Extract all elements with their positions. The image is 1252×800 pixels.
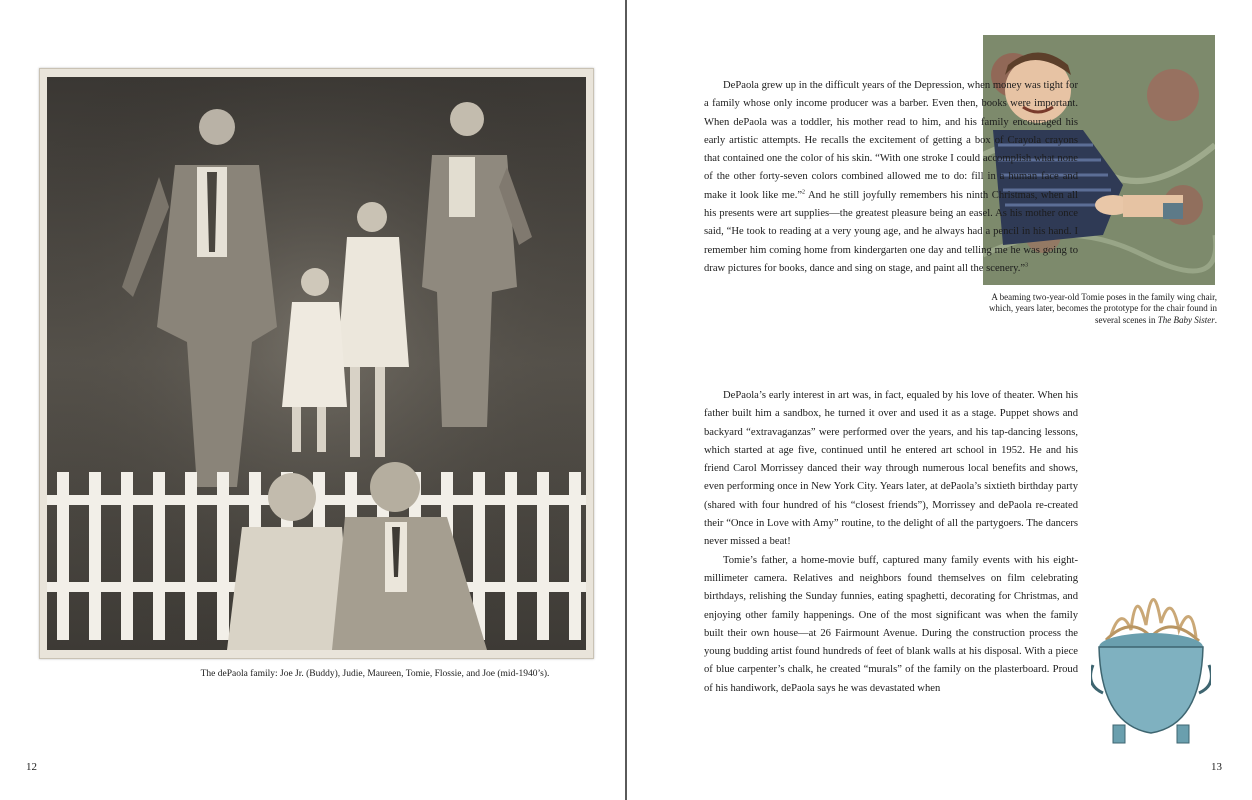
spaghetti-pot-illustration (1091, 575, 1211, 755)
child-photo-caption-text: A beaming two-year-old Tomie poses in the family wing chair, which, years later, becomes the prototype for the chair found in several scenes in (988, 292, 1217, 325)
family-photo-caption: The dePaola family: Joe Jr. (Buddy), Judie, Maureen, Tomie, Flossie, and Joe (mid-1940’s). (200, 669, 550, 679)
family-photo (39, 68, 594, 659)
paragraph-1-text-a: DePaola grew up in the difficult years of the Depression, when money was tight for a family whose only income producer was a barber. Even then, books were important. When dePaola was a toddler, his mother read to him, and his family encouraged his early artistic attempts. He recalls the excitement of getting a box of Crayola crayons that contained one the color of his skin. “With one stroke I could accomplish what none of the other forty-seven colors combined allowed me to do: fill in a human face and make it look like me.” (704, 80, 1078, 201)
page-number-right: 13 (1211, 761, 1222, 773)
body-text-lower (704, 387, 1078, 698)
footnote-ref-3: 3 (1025, 262, 1029, 269)
paragraph-1 (704, 77, 1078, 278)
family-photo-image (47, 77, 586, 650)
right-page (627, 0, 1252, 800)
child-photo-caption (982, 292, 1217, 326)
left-page (0, 0, 625, 800)
paragraph-2: DePaola’s early interest in art was, in fact, equaled by his love of theater. When his father built him a sandbox, he turned it over and used it as a stage. Puppet shows and backyard “extravaganzas” were performed over the years, and his tap-dancing lessons, which started at age five, continued until he entered art school in 1952. He and his friend Carol Morrissey danced their way through numerous local benefits and shows, even performing once in New York City. Years later, at dePaola’s sixtieth birthday party (shared with four hundred of his “closest friends”), Morrissey and dePaola re-created their “Once in Love with Amy” routine, to the delight of all the partygoers. The dancers never missed a beat! (704, 390, 1078, 548)
book-title: The Baby Sister (1157, 314, 1215, 325)
page-number-left: 12 (26, 761, 37, 773)
caption-period: . (1214, 314, 1217, 325)
body-text (704, 77, 1078, 278)
paragraph-3: Tomie’s father, a home-movie buff, captured many family events with his eight-millimeter camera. Relatives and neighbors found themselves on film celebrating birthdays, relishing the Sunday funnies, eating spaghetti, decorating for Christmas, and enjoying other family happenings. One of the most significant was when the family built their own house—at 26 Fairmount Avenue. During the construction process the young budding artist found hundreds of feet of blank walls at his disposal. With a piece of blue carpenter’s chalk, he created “murals” of the family on the plasterboard. Proud of his handiwork, dePaola says he was devastated when (704, 554, 1078, 694)
paragraph-1-text-b: And he still joyfully remembers his ninth Christmas, when all his presents were art supplies—the greatest pleasure being an easel. As his mother once said, “He took to reading at a very young age, and he always had a pencil in his hand. I remember him coming home from kindergarten one day and telling me he was going to draw pictures for books, dance and sing on stage, and paint all the scenery.” (704, 189, 1078, 274)
footnote-ref-2: 2 (802, 189, 806, 196)
